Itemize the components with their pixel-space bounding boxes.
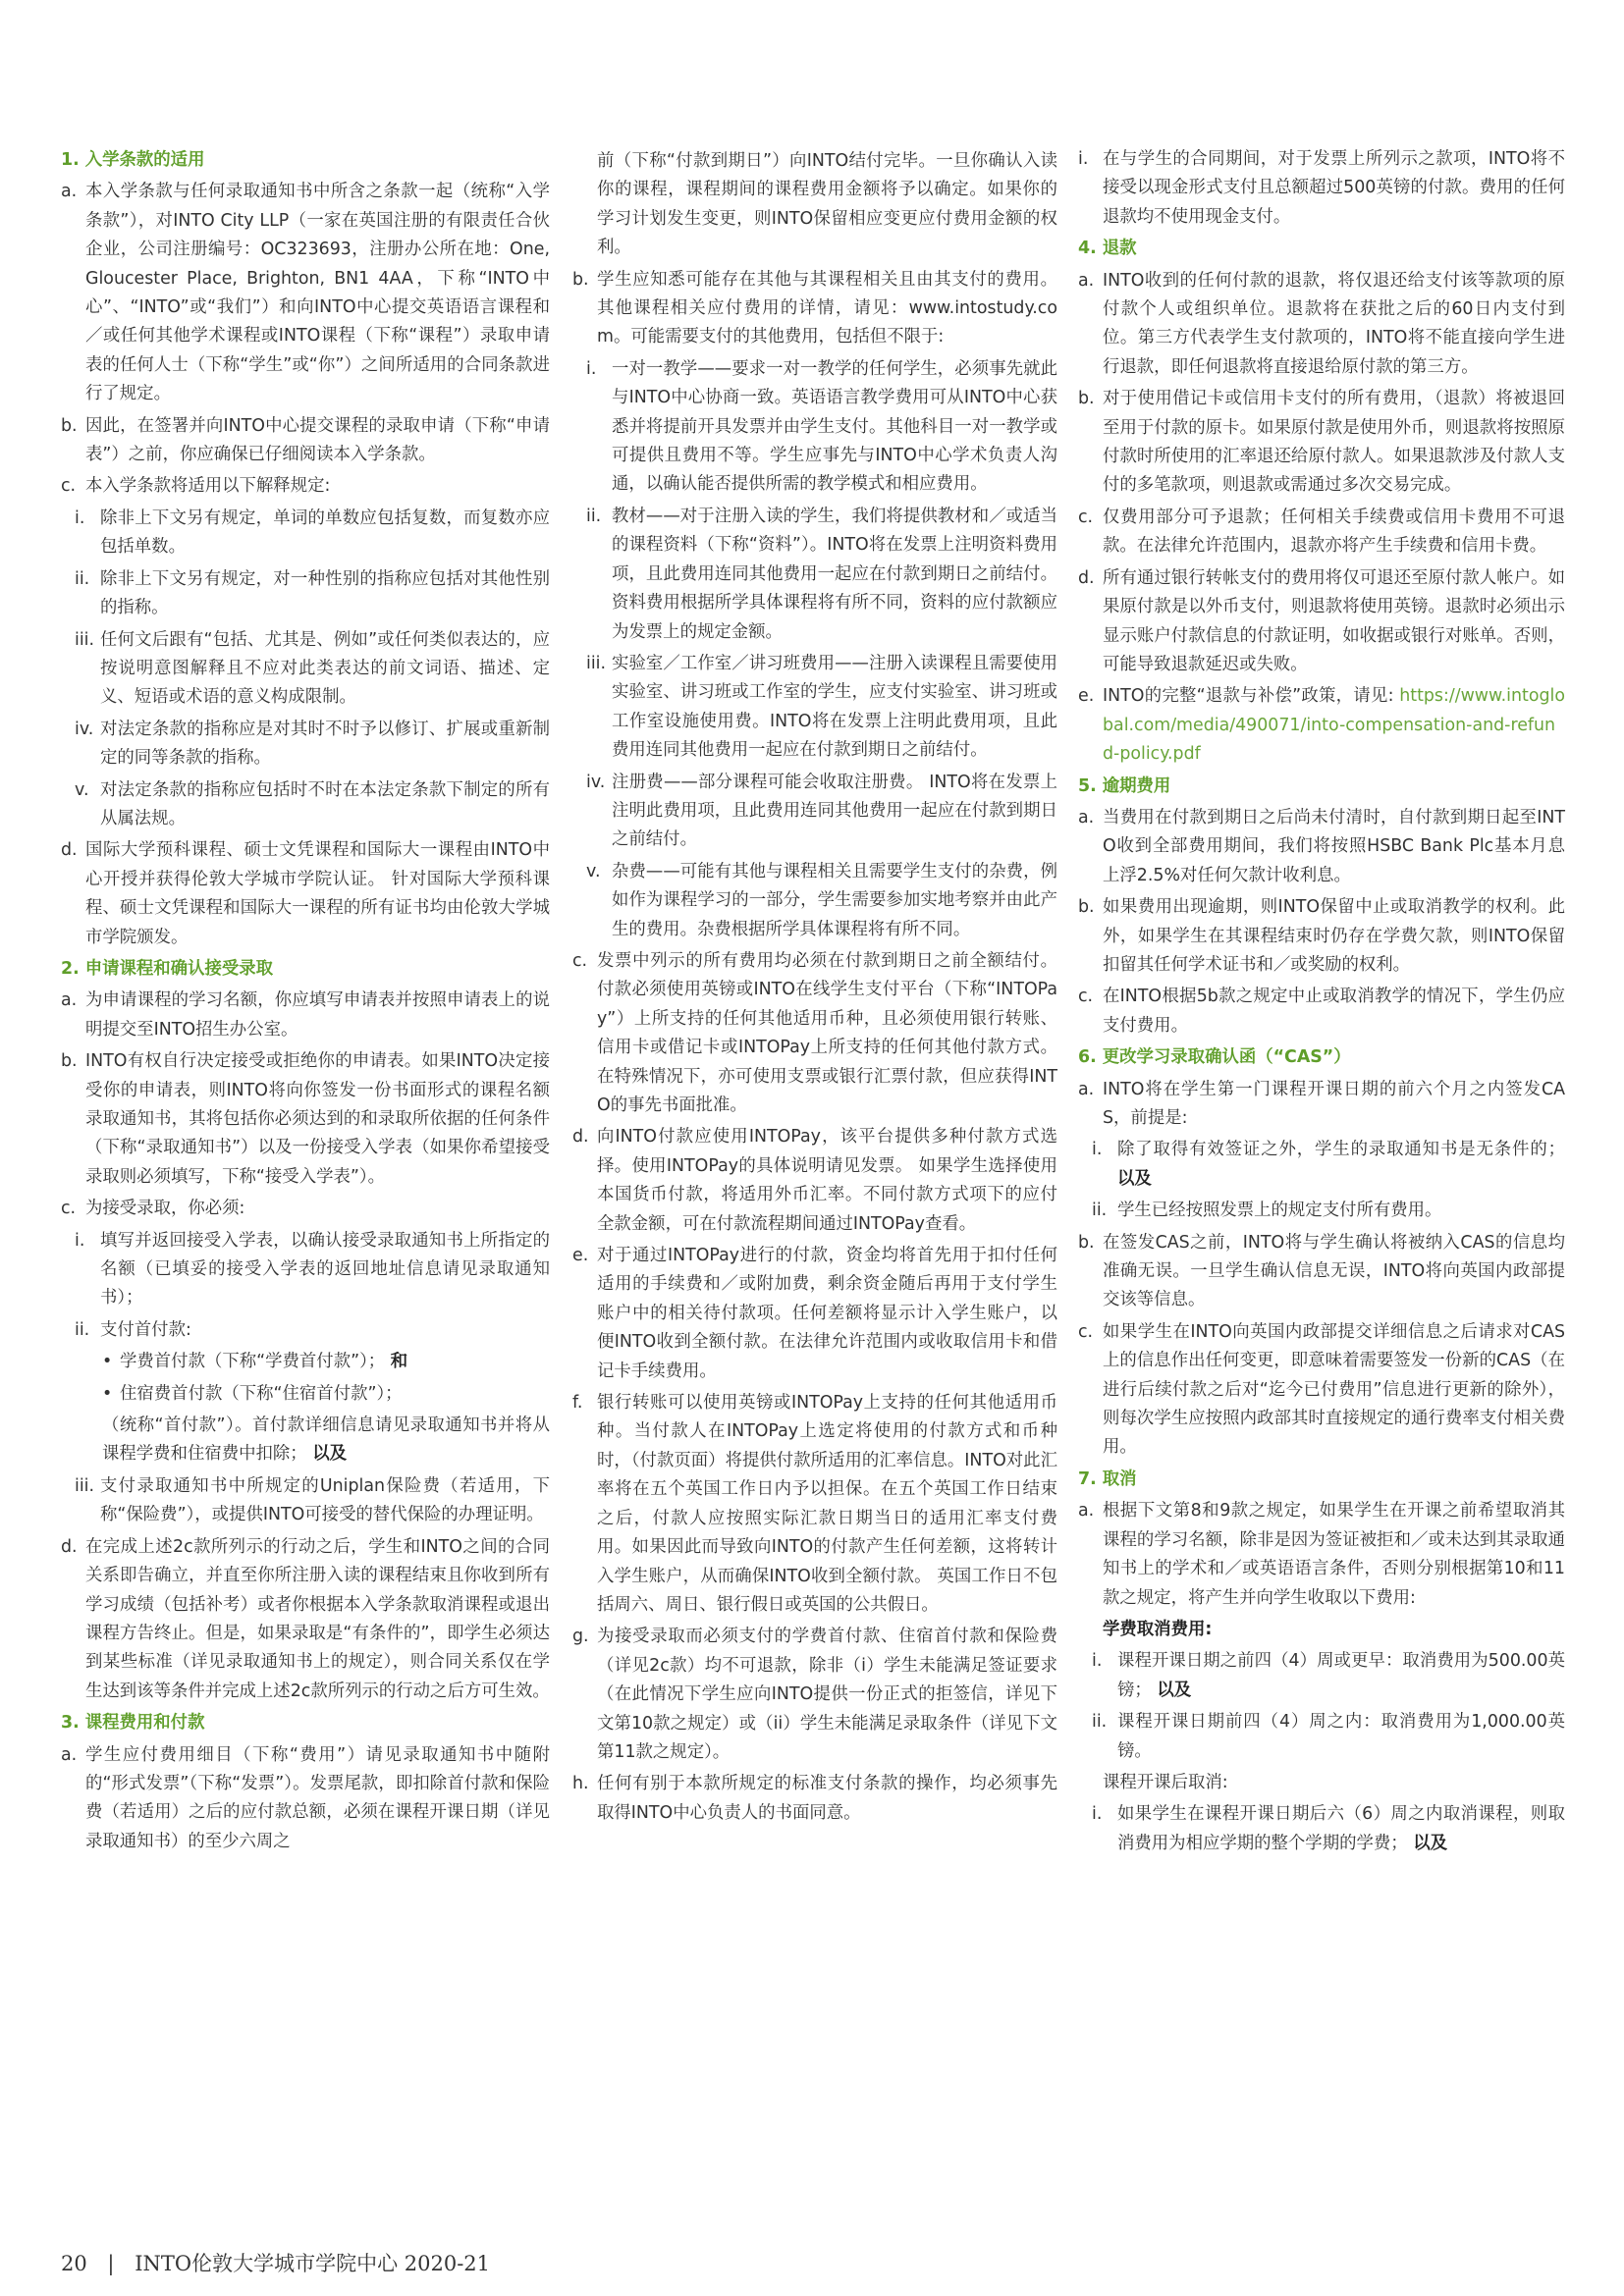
clause-text: 当费用在付款到期日之后尚未付清时，自付款到期日起至INTO收到全部费用期间，我们将按照HSBC Bank Plc基本月息上浮2.5%对任何欠款计收利息。 (1103, 807, 1565, 885)
clause-marker: a. (61, 1744, 78, 1765)
bullet-marker: • (102, 1352, 113, 1372)
clause-text: 银行转账可以使用英镑或INTOPay上支持的任何其他适用币种。当付款人在INTOPay上选定将使用的付款方式和币种时，（付款页面）将提供付款所适用的汇率信息。INTO对此汇率将在五个英国工作日内予以担保。在五个英国工作日结束之后，付款人应按照实际汇款日期当日的适用汇率支付费用。如果因此而导致向INTO的付款产生任何差额，这将转计入学生账户，从而确保INTO收到全额付款。 英国工作日不包括周六、周日、银行假日或英国的公共假日。 (597, 1393, 1057, 1615)
clause-text: INTO有权自行决定接受或拒绝你的申请表。如果INTO决定接受你的申请表，则INTO将向你签发一份书面形式的课程名额录取通知书，其将包括你必须达到的和录取所依据的任何条件（下称“录取通知书”）以及一份接受入学表（如果你希望接受录取则必须填写，下称“接受入学表”）。 (85, 1051, 550, 1187)
subclause-marker: i. (1092, 1140, 1103, 1160)
clause-marker: b. (1078, 389, 1095, 409)
clause-marker: a. (61, 990, 78, 1011)
clause (61, 1533, 550, 1706)
section-title: 更改学习录取确认函（“CAS”） (1102, 1047, 1351, 1068)
section-heading (1078, 1043, 1565, 1072)
section-number: 1. (61, 150, 80, 170)
continuation-text: （统称“首付款”）。首付款详细信息请见录取通知书并将从课程学费和住宿费中扣除； 以及 (102, 1415, 550, 1465)
clause-text: 在签发CAS之前，INTO将与学生确认将被纳入CAS的信息均准确无误。一旦学生确认信息无误，INTO将向英国内政部提交该等信息。 (1103, 1232, 1565, 1310)
section-title: 逾期费用 (1102, 775, 1171, 796)
subclause (1092, 1647, 1565, 1705)
subclause-text: 支付首付款: (100, 1319, 191, 1340)
clause-marker: c. (1078, 1321, 1094, 1342)
column-right (1078, 145, 1565, 1861)
subclause-text: 课程开课日期之前四（4）周或更早：取消费用为500.00英镑； 以及 (1117, 1651, 1565, 1700)
clause (61, 412, 550, 470)
subclause (1092, 1708, 1565, 1766)
subclause-text: 支付录取通知书中所规定的Uniplan保险费（若适用，下称“保险费”），或提供INTO可接受的替代保险的办理证明。 (100, 1475, 550, 1525)
clause-text: 仅费用部分可予退款；任何相关手续费或信用卡费用不可退款。在法律允许范围内，退款亦将产生手续费和信用卡费。 (1103, 507, 1565, 557)
section-number: 3. (61, 1713, 80, 1734)
clause (1078, 564, 1565, 680)
clause (61, 1741, 550, 1857)
clause-marker: c. (572, 950, 588, 971)
clause-text: 本入学条款将适用以下解释规定: (85, 476, 331, 497)
clause-marker: d. (1078, 567, 1095, 588)
page-footer (61, 2248, 504, 2277)
clause (1078, 1076, 1565, 1134)
subclause-text: 如果学生在课程开课日期后六（6）周之内取消课程，则取消费用为相应学期的整个学期的学费； 以及 (1117, 1804, 1565, 1853)
clause-text: 学生应知悉可能存在其他与其课程相关且由其支付的费用。其他课程相关应付费用的详情，请见：www.intostudy.com。可能需要支付的其他费用，包括但不限于: (597, 269, 1057, 347)
subclause (1092, 1197, 1565, 1225)
clause (1078, 983, 1565, 1041)
clause (1078, 504, 1565, 561)
clause-marker: c. (61, 1199, 77, 1219)
subclause-marker: iii. (75, 629, 95, 650)
subclause (75, 716, 550, 774)
clause (1078, 893, 1565, 980)
subclause (75, 1227, 550, 1313)
clause (1078, 804, 1565, 890)
subclause-text: 对法定条款的指称应是对其时不时予以修订、扩展或重新制定的同等条款的指称。 (100, 719, 550, 769)
subclause (75, 565, 550, 623)
subclause-text: 除非上下文另有规定，单词的单数应包括复数，而复数亦应包括单数。 (100, 507, 550, 558)
clause-text: 如果费用出现逾期，则INTO保留中止或取消教学的权利。此外，如果学生在其课程结束时仍存在学费欠款，则INTO保留扣留其任何学术证书和／或奖励的权利。 (1103, 897, 1565, 975)
subclause (586, 858, 1057, 944)
clause-marker: h. (572, 1774, 589, 1794)
page-number: 20 (61, 2252, 87, 2275)
subclause-marker: iv. (586, 772, 606, 792)
clause (572, 1123, 1057, 1239)
subclause-marker: i. (75, 1230, 85, 1251)
subclause-text: 任何文后跟有“包括、尤其是、例如”或任何类似表达的，应按说明意图解释且不应对此类表达的前文词语、描述、定义、短语或术语的意义构成限制。 (100, 629, 550, 708)
clause (572, 947, 1057, 1120)
section-title: 退款 (1102, 239, 1137, 259)
clause-marker: c. (61, 476, 77, 497)
section-heading (61, 146, 550, 175)
subclause (586, 355, 1057, 500)
clause (61, 1047, 550, 1192)
clause-text: 为申请课程的学习名额，你应填写申请表并按照申请表上的说明提交至INTO招生办公室。 (85, 990, 550, 1040)
section-heading (1078, 1466, 1565, 1494)
subclause-marker: ii. (75, 568, 90, 589)
bullet-item (102, 1348, 550, 1376)
subclause (1092, 1800, 1565, 1858)
subclause-text: 对法定条款的指称应包括时不时在本法定条款下制定的所有从属法规。 (100, 779, 550, 828)
subclause (75, 1472, 550, 1530)
clause (1078, 682, 1565, 769)
subclause-text: 杂费——可能有其他与课程相关且需要学生支付的杂费，例如作为课程学习的一部分，学生需要参加实地考察并由此产生的费用。杂费根据所学具体课程将有所不同。 (612, 861, 1057, 939)
clause-text: INTO将在学生第一门课程开课日期的前六个月之内签发CAS，前提是: (1103, 1079, 1565, 1128)
subclause (586, 503, 1057, 647)
clause (61, 472, 550, 501)
clause (1078, 1229, 1565, 1315)
subclause-marker: i. (75, 507, 85, 528)
column-middle (572, 145, 1057, 1831)
clause-marker: f. (572, 1393, 583, 1414)
section-number: 4. (1078, 239, 1097, 259)
subclause (75, 776, 550, 834)
subclause-marker: v. (586, 861, 601, 881)
subclause-marker: iii. (586, 653, 607, 673)
clause-text: 对于通过INTOPay进行的付款，资金均将首先用于扣付任何适用的手续费和／或附加费，剩余资金随后再用于支付学生账户中的相关待付款项。任何差额将显示计入学生账户，以便INTO收到全额付款。在法律允许范围内或收取信用卡和借记卡手续费用。 (597, 1246, 1057, 1381)
subclause-marker: iii. (75, 1475, 95, 1496)
subclause-marker: i. (1092, 1651, 1103, 1672)
section-heading (61, 955, 550, 984)
section-number: 2. (61, 958, 80, 979)
clause-text: 为接受录取，你必须: (85, 1199, 245, 1219)
clause-text: 在完成上述2c款所列示的行动之后，学生和INTO之间的合同关系即告确立，并直至你所注册入读的课程结束且你收到所有学习成绩（包括补考）或者你根据本入学条款取消课程或退出课程方告终止。但是，如果录取是“有条件的”，即学生必须达到某些标准（详见录取通知书上的规定），则合同关系仅在学生达到该等条件并完成上述2c款所列示的行动之后方可生效。 (85, 1536, 550, 1701)
clause-text: 发票中列示的所有费用均必须在付款到期日之前全额结付。付款必须使用英镑或INTO在线学生支付平台（下称“INTOPay”）上所支持的任何其他适用币种，且必须使用银行转账、信用卡或借记卡或INTOPay上所支持的任何其他付款方式。在特殊情况下，亦可使用支票或银行汇票付款，但应获得INTO的事先书面批准。 (597, 950, 1057, 1115)
section-title: 申请课程和确认接受录取 (84, 958, 274, 979)
clause-text: 任何有别于本款所规定的标准支付条款的操作，均必须事先取得INTO中心负责人的书面同意。 (597, 1774, 1057, 1823)
clause (1078, 385, 1565, 501)
subclause-text: 除非上下文另有规定，对一种性别的指称应包括对其他性别的指称。 (100, 568, 550, 618)
subclause-marker: v. (75, 779, 89, 800)
clause-marker: d. (61, 840, 78, 861)
clause-text: 在INTO根据5b款之规定中止或取消教学的情况下，学生仍应支付费用。 (1103, 987, 1565, 1036)
column-left (61, 145, 550, 1859)
subclause-marker: i. (586, 358, 597, 379)
subheading-tuition-cancellation: 学费取消费用: (1103, 1619, 1213, 1639)
subclause-marker: ii. (1092, 1712, 1108, 1733)
clause-text: INTO收到的任何付款的退款，将仅退还给支付该等款项的原付款个人或组织单位。退款将在获批之后的60日内支付到位。第三方代表学生支付款项的，INTO将不能直接向学生进行退款，即任何退款将直接退给原付款的第三方。 (1103, 270, 1565, 377)
subclause (1092, 1136, 1565, 1194)
clause-marker: b. (572, 269, 589, 290)
clause-marker: b. (1078, 1232, 1095, 1253)
clause-text: 所有通过银行转帐支付的费用将仅可退还至原付款人帐户。如果原付款是以外币支付，则退款将使用英镑。退款时必须出示显示账户付款信息的付款证明，如收据或银行对账单。否则，可能导致退款延迟或失败。 (1103, 567, 1565, 674)
clause (61, 178, 550, 408)
clause-marker: b. (1078, 897, 1095, 918)
clause (572, 1242, 1057, 1386)
subclause-marker: i. (1092, 1804, 1103, 1825)
clause-text: 国际大学预科课程、硕士文凭课程和国际大一课程由INTO中心开授并获得伦敦大学城市学院认证。 针对国际大学预科课程、硕士文凭课程和国际大一课程的所有证书均由伦敦大学城市学院颁发。 (85, 840, 550, 947)
bullet-text: 住宿费首付款（下称“住宿首付款”）； (120, 1383, 403, 1404)
refund-policy-link[interactable]: https://www.intoglobal.com/media/490071/into-compensation-and-refund-policy.pdf (1103, 686, 1565, 765)
subclause-text: 除了取得有效签证之外，学生的录取通知书是无条件的； 以及 (1117, 1140, 1565, 1189)
footer-separator: | (107, 2252, 115, 2275)
subclause (586, 769, 1057, 855)
clause (572, 266, 1057, 352)
subclause-text: 实验室／工作室／讲习班费用——注册入读课程且需要使用实验室、讲习班或工作室的学生，应支付实验室、讲习班或工作室设施使用费。INTO将在发票上注明此费用项，且此费用连同其他费用一起应在付款到期日之前结付。 (612, 653, 1057, 761)
section-heading (1078, 773, 1565, 801)
clause (572, 1623, 1057, 1767)
clause (572, 1389, 1057, 1620)
clause-text: 对于使用借记卡或信用卡支付的所有费用，（退款）将被退回至用于付款的原卡。如果原付款是使用外币，则退款将按照原付款时所使用的汇率退还给原付款人。如果退款涉及付款人支付的多笔款项，则退款或需通过多次交易完成。 (1103, 389, 1565, 496)
subclause-marker: ii. (75, 1319, 90, 1340)
section-title: 入学条款的适用 (84, 150, 205, 170)
section-title: 取消 (1102, 1468, 1137, 1489)
clause (1078, 145, 1565, 232)
clause-marker: d. (61, 1536, 78, 1557)
clause-marker: a. (1078, 1079, 1095, 1099)
clause (1078, 1318, 1565, 1463)
section-heading (1078, 235, 1565, 263)
clause-marker: a. (1078, 1501, 1095, 1522)
clause-marker: b. (61, 415, 78, 436)
subclause-text: 教材——对于注册入读的学生，我们将提供教材和／或适当的课程资料（下称“资料”）。INTO将在发票上注明资料费用项，且此费用连同其他费用一起应在付款到期日之前结付。 资料费用根据所学具体课程将有所不同，资料的应付款额应为发票上的规定金额。 (612, 506, 1057, 642)
clause-marker: b. (61, 1051, 78, 1072)
clause-text: 本入学条款与任何录取通知书中所含之条款一起（统称“入学条款”），对INTO City LLP（一家在英国注册的有限责任合伙企业，公司注册编号：OC323693，注册办公所在地：One, Gloucester Place, Brighton, BN1 4AA，下称“INTO中心”、“INTO”或“我们”）和向INTO中心提交英语语言课程和／或任何其他学术课程或INTO课程（下称“课程”）录取申请表的任何人士（下称“学生”或“你”）之间所适用的合同条款进行了规定。 (85, 182, 550, 404)
clause-text: 在与学生的合同期间，对于发票上所列示之款项，INTO将不接受以现金形式支付且总额超过500英镑的付款。费用的任何退款均不使用现金支付。 (1103, 149, 1565, 227)
section-number: 5. (1078, 775, 1097, 796)
clause (61, 836, 550, 952)
clause (61, 987, 550, 1044)
subclause-text: 学生已经按照发票上的规定支付所有费用。 (1117, 1201, 1442, 1221)
subclause (75, 626, 550, 713)
clause (572, 1770, 1057, 1828)
clause-marker: i. (1078, 149, 1089, 169)
bullet-marker: • (102, 1383, 113, 1404)
clause (1078, 1497, 1565, 1613)
clause-text: 如果学生在INTO向英国内政部提交详细信息之后请求对CAS上的信息作出任何变更，即意味着需要签发一份新的CAS（在进行后续付款之后对“迄今已付费用”信息进行更新的除外），则每次学生应按照内政部其时直接规定的通行费率支付相关费用。 (1103, 1321, 1565, 1458)
subclause (75, 1316, 550, 1345)
continuation-text: 前（下称“付款到期日”）向INTO结付完毕。一旦你确认入读你的课程，课程期间的课程费用金额将予以确定。如果你的学习计划发生变更，则INTO保留相应变更应付费用金额的权利。 (597, 151, 1057, 258)
section-title: 课程费用和付款 (84, 1713, 205, 1734)
bullet-item (102, 1380, 550, 1409)
clause-text: 学生应付费用细目（下称“费用”）请见录取通知书中随附的“形式发票”（下称“发票”）。发票尾款，即扣除首付款和保险费（若适用）之后的应付款总额，必须在课程开课日期（详见录取通知书）的至少六周之 (85, 1744, 550, 1851)
subclause-text: 一对一教学——要求一对一教学的任何学生，必须事先就此与INTO中心协商一致。英语语言教学费用可从INTO中心获悉并将提前开具发票并由学生支付。其他科目一对一教学或可提供且费用不等。学生应事先与INTO中心学术负责人沟通，以确认能否提供所需的教学模式和相应费用。 (612, 358, 1057, 495)
clause-text: 为接受录取而必须支付的学费首付款、住宿首付款和保险费（详见2c款）均不可退款，除非（i）学生未能满足签证要求（在此情况下学生应向INTO提供一份正式的拒签信，详见下文第10款之规定）或（ii）学生未能满足录取条件（详见下文第11款之规定）。 (597, 1627, 1057, 1762)
subclause-text: 填写并返回接受入学表，以确认接受录取通知书上所指定的名额（已填妥的接受入学表的返回地址信息请见录取通知书）； (100, 1230, 550, 1308)
clause-text: 因此，在签署并向INTO中心提交课程的录取申请（下称“申请表”）之前，你应确保已仔细阅读本入学条款。 (85, 415, 550, 465)
clause-marker: g. (572, 1627, 589, 1647)
clause (1078, 267, 1565, 383)
section-heading (61, 1709, 550, 1737)
section-number: 7. (1078, 1468, 1097, 1489)
clause-marker: a. (61, 182, 78, 202)
bullet-text: 学费首付款（下称“学费首付款”）； 和 (120, 1352, 408, 1372)
clause-text: INTO的完整“退款与补偿”政策，请见: https://www.intoglobal.com/media/490071/into-compensation-and-refund-policy.pdf (1103, 686, 1565, 765)
clause (61, 1195, 550, 1223)
subclause (75, 505, 550, 562)
clause-marker: e. (572, 1246, 589, 1266)
subclause-text: 注册费——部分课程可能会收取注册费。 INTO将在发票上注明此费用项，且此费用连同其他费用一起应在付款到期日之前结付。 (612, 772, 1057, 850)
subclause-text: 课程开课日期前四（4）周之内：取消费用为1,000.00英镑。 (1117, 1712, 1565, 1761)
subclause-marker: ii. (586, 506, 602, 526)
clause-marker: e. (1078, 686, 1095, 707)
clause-marker: c. (1078, 507, 1094, 527)
clause-marker: c. (1078, 987, 1094, 1007)
subclause-marker: ii. (1092, 1201, 1108, 1221)
clause-marker: d. (572, 1127, 589, 1148)
clause-text: 向INTO付款应使用INTOPay，该平台提供多种付款方式选择。使用INTOPay的具体说明请见发票。 如果学生选择使用本国货币付款，将适用外币汇率。不同付款方式项下的应付全款金额，可在付款流程期间通过INTOPay查看。 (597, 1127, 1057, 1234)
subclause-marker: iv. (75, 719, 94, 739)
footer-title: INTO伦敦大学城市学院中心 2020-21 (135, 2252, 491, 2275)
clause-marker: a. (1078, 807, 1095, 828)
section-number: 6. (1078, 1047, 1097, 1068)
clause-marker: a. (1078, 270, 1095, 291)
clause-text: 根据下文第8和9款之规定，如果学生在开课之前希望取消其课程的学习名额，除非是因为签证被拒和／或未达到其录取通知书上的学术和／或英语语言条件，否则分别根据第10和11款之规定，将产生并向学生收取以下费用: (1103, 1501, 1565, 1608)
subclause (586, 650, 1057, 766)
subheading-after-start: 课程开课后取消: (1103, 1772, 1228, 1792)
